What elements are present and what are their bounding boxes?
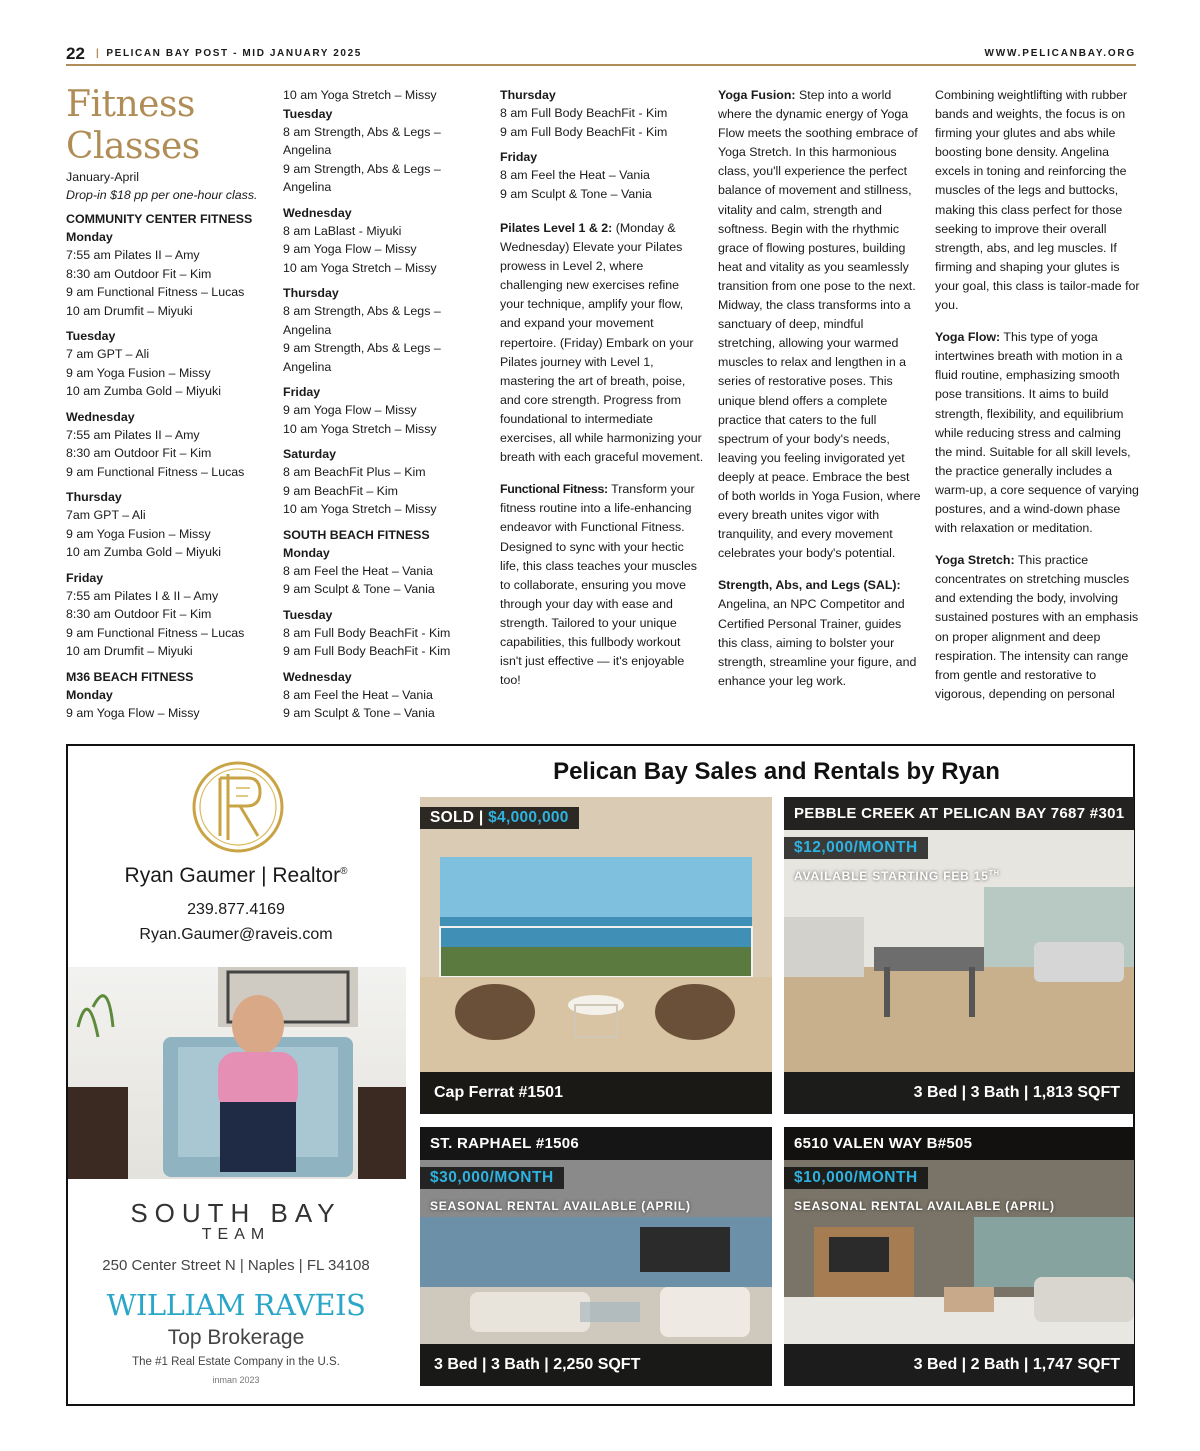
agent-name: Ryan Gaumer | Realtor® [124, 864, 348, 887]
yoga-fusion-description: Yoga Fusion: Step into a world where the dynamic energy of Yoga Flow meets the soothing embrace of Yoga Stretch. In this harmonious class, you'll experience the perfect balance of movement and stillness, vitality and calm, strength and softness. Begin with the rhythmic grace of flowing postures, building heat and vitality as you seamlessly transition from one pose to the next. Midway, the class transforms into a sanctuary of deep, mindful stretching, allowing your warmed muscles to relax and lengthen in a series of restorative poses. This unique blend offers a complete practice that caters to the full spectrum of your body's needs, leaving you feeling invigorated yet deeply at peace. Embrace the best of both worlds in Yoga Fusion, where every breath unites vigor with tranquility, and every movement celebrates your body's potential. [718, 88, 921, 561]
listing-footer: Cap Ferrat #1501 [420, 1072, 772, 1114]
schedule-day-block [66, 488, 271, 562]
agent-phone[interactable]: 239.877.4169 [187, 901, 285, 918]
listing-card[interactable] [420, 797, 772, 1114]
listing-name: ST. RAPHAEL #1506 [420, 1127, 772, 1160]
ad-title: Pelican Bay Sales and Rentals by Ryan [553, 758, 1000, 785]
agent-photo [68, 967, 406, 1179]
pilates-description: Pilates Level 1 & 2: (Monday & Wednesday) Elevate your Pilates prowess in Level 2, where challenging new exercises refine your technique, amplify your flow, and expand your movement repertoire. (Friday) Embark on your Pilates journey with Level 1, mastering the art of breath, poise, and core strength. Progress from foundational to intermediate exercises, all while harmonizing your breath with each graceful movement. [500, 221, 704, 465]
listing-availability: SEASONAL RENTAL AVAILABLE (APRIL) [430, 1199, 691, 1213]
class-item: 9 am Sculpt & Tone – Vania [283, 706, 435, 720]
class-item: 9 am Yoga Fusion – Missy [66, 365, 211, 380]
agent-photo-illustration [68, 967, 406, 1179]
team-name-line2: TEAM [201, 1226, 271, 1243]
column-3 [500, 86, 705, 703]
class-item: 9 am Functional Fitness – Lucas [66, 625, 245, 640]
schedule-day: Thursday [66, 490, 122, 504]
listing-price: $10,000/MONTH [784, 1167, 928, 1189]
class-item: 10 am Zumba Gold – Miyuki [66, 384, 221, 398]
listing-footer: 3 Bed | 3 Bath | 1,813 SQFT [784, 1072, 1134, 1114]
schedule-day-block [500, 148, 705, 203]
class-item: 9 am Full Body BeachFit - Kim [283, 644, 451, 658]
dropin-price: Drop-in $18 pp per one-hour class. [66, 188, 258, 202]
schedule-day-block [283, 284, 488, 376]
listing-price: $12,000/MONTH [784, 837, 928, 859]
schedule-day-block [283, 606, 488, 661]
listing-footer: 3 Bed | 2 Bath | 1,747 SQFT [784, 1344, 1134, 1386]
schedule-day-block [66, 408, 271, 482]
class-item: 10 am Yoga Stretch – Missy [283, 502, 437, 516]
column-5 [935, 86, 1140, 717]
title-line-1: Fitness [66, 84, 195, 125]
class-item: 10 am Zumba Gold – Miyuki [66, 545, 221, 559]
class-item: 8 am BeachFit Plus – Kim [283, 465, 426, 479]
class-item: 9 am Strength, Abs & Legs – Angelina [283, 161, 441, 194]
team-name-line1: SOUTH BAY [130, 1198, 342, 1228]
agent-email[interactable]: Ryan.Gaumer@raveis.com [139, 926, 333, 943]
schedule-day: Friday [500, 150, 538, 164]
brokerage-tagline: The #1 Real Estate Company in the U.S. [132, 1356, 340, 1368]
class-item: 8:30 am Outdoor Fit – Kim [66, 266, 212, 281]
class-item: 9 am Strength, Abs & Legs – Angelina [283, 341, 441, 374]
class-item: 9 am BeachFit – Kim [283, 483, 399, 498]
schedule-day: Monday [66, 687, 113, 702]
website-url[interactable]: WWW.PELICANBAY.ORG [984, 48, 1136, 59]
m36-heading: M36 BEACH FITNESS [66, 669, 194, 684]
class-item: 7:55 am Pilates II – Amy [66, 248, 200, 262]
class-item: 8:30 am Outdoor Fit – Kim [66, 607, 212, 621]
schedule-day-block [283, 668, 488, 723]
schedule-day-block [66, 569, 271, 661]
class-item: 7am GPT – Ali [66, 508, 146, 522]
class-item: 9 am Yoga Flow – Missy [283, 403, 417, 417]
publication-line: | PELICAN BAY POST - MID JANUARY 2025 [96, 48, 362, 59]
schedule-day-block [500, 86, 705, 141]
class-item: 9 am Yoga Flow – Missy [283, 242, 417, 256]
class-item: 9 am Sculpt & Tone – Vania [500, 186, 652, 201]
sal-continued: Combining weightlifting with rubber bands and weights, the focus is on firming your glutes and abs while boosting bone density. Angelina excels in toning and reinforcing the muscles of the legs and buttocks, making this class perfect for those seeking to improve their overall strength, abs, and leg muscles. If firming and shaping your glutes is your goal, this class is tailor-made for you. [935, 88, 1140, 313]
schedule-day: Friday [283, 385, 321, 399]
listing-card[interactable] [420, 1127, 772, 1386]
schedule-day: Tuesday [66, 329, 116, 343]
season: January-April [66, 170, 139, 184]
schedule-day: Thursday [283, 286, 339, 300]
column-4 [718, 86, 923, 704]
schedule-day-block [66, 327, 271, 401]
class-item: 9 am Yoga Flow – Missy [66, 705, 200, 720]
inman-award: inman 2023 [212, 1375, 260, 1385]
schedule-day-block [283, 204, 488, 278]
class-item: 7:55 am Pilates II – Amy [66, 427, 200, 442]
top-brokerage: Top Brokerage [167, 1326, 305, 1349]
listing-card[interactable] [784, 1127, 1134, 1386]
class-item: 10 am Drumfit – Miyuki [66, 644, 193, 658]
balcony-ocean-photo [420, 797, 772, 1114]
yoga-stretch-description: Yoga Stretch: This practice concentrates on stretching muscles and extending the body, involving sustained postures with an emphasis on proper alignment and deep respiration. The intensity can range from gentle and restorative to vigorous, depending on personal [935, 553, 1139, 701]
class-item: 8 am Full Body BeachFit - Kim [500, 106, 668, 120]
class-item: 8 am Strength, Abs & Legs – Angelina [283, 304, 441, 337]
class-item: 9 am Yoga Fusion – Missy [66, 526, 211, 541]
schedule-day: Wednesday [66, 409, 135, 424]
schedule-day-block [66, 686, 271, 723]
class-item: 8 am Full Body BeachFit - Kim [283, 625, 451, 640]
schedule-day: Wednesday [283, 205, 352, 220]
brokerage-logo: WILLIAM RAVEIS [106, 1288, 366, 1322]
schedule-day-block [66, 228, 271, 320]
schedule-day: Wednesday [283, 669, 352, 684]
section-title [66, 84, 271, 168]
sold-tag: SOLD | $4,000,000 [420, 807, 579, 829]
class-item: 10 am Yoga Stretch – Missy [283, 421, 437, 436]
schedule-day-block [283, 383, 488, 438]
schedule-day-block [283, 445, 488, 519]
sal-description: Strength, Abs, and Legs (SAL): Angelina, an NPC Competitor and Certified Personal Trainer, guides this class, aiming to bolster your strength, streamline your figure, and enhance your leg work. [718, 578, 917, 688]
office-address: 250 Center Street N | Naples | FL 34108 [102, 1257, 370, 1274]
class-item: 9 am Sculpt & Tone – Vania [283, 582, 435, 596]
schedule-day: Friday [66, 570, 104, 585]
listing-footer: 3 Bed | 3 Bath | 2,250 SQFT [420, 1344, 772, 1386]
class-item: 7:55 am Pilates I & II – Amy [66, 588, 219, 603]
yoga-flow-description: Yoga Flow: This type of yoga intertwines breath with motion in a fluid routine, emphasizing smooth pose transitions. It aims to build strength, flexibility, and equilibrium while reducing stress and calming the mind. Suitable for all skill levels, the practice generally includes a warm-up, a core sequence of varying postures, and a wind-down phase with relaxation or meditation. [935, 330, 1139, 536]
page-number: 22 [66, 44, 85, 63]
class-item: 7 am GPT – Ali [66, 347, 150, 361]
schedule-day: Tuesday [283, 607, 333, 622]
community-center-heading: COMMUNITY CENTER FITNESS [66, 212, 253, 226]
schedule-day: Monday [66, 230, 113, 244]
column-2 [283, 86, 488, 723]
class-item: 8:30 am Outdoor Fit – Kim [66, 446, 212, 460]
functional-fitness-description: Functional Fitness: Transform your fitness routine into a life-enhancing endeavor with Functional Fitness. Designed to sync with your hectic life, this class teaches your muscles to collaborate, ensuring you move through your day with ease and strength. Tailored to your unique capabilities, this fullbody workout isn't just effective — it's enjoyable too! [500, 482, 697, 688]
south-beach-heading: SOUTH BEACH FITNESS [283, 527, 430, 542]
class-item: 8 am Strength, Abs & Legs – Angelina [283, 124, 441, 157]
schedule-day-block [283, 544, 488, 599]
schedule-day: Tuesday [283, 106, 333, 121]
class-item: 8 am Feel the Heat – Vania [500, 168, 650, 182]
class-item: 10 am Yoga Stretch – Missy [283, 88, 437, 102]
schedule-day: Thursday [500, 88, 556, 102]
column-1 [66, 84, 271, 722]
publication-name: PELICAN BAY POST - MID JANUARY 2025 [106, 48, 362, 59]
class-item: 8 am Feel the Heat – Vania [283, 563, 433, 578]
class-item: 8 am Feel the Heat – Vania [283, 687, 433, 702]
class-item: 8 am LaBlast - Miyuki [283, 223, 402, 238]
schedule-day-block [283, 105, 488, 197]
listing-availability: SEASONAL RENTAL AVAILABLE (APRIL) [794, 1199, 1055, 1213]
schedule-day: Saturday [283, 447, 337, 461]
title-line-2: Classes [66, 126, 200, 167]
rg-monogram-logo-icon [188, 758, 288, 856]
class-item: 9 am Full Body BeachFit - Kim [500, 124, 668, 139]
listing-name: PEBBLE CREEK AT PELICAN BAY 7687 #301 [784, 797, 1134, 830]
class-item: 9 am Functional Fitness – Lucas [66, 285, 245, 299]
class-item: 10 am Yoga Stretch – Missy [283, 260, 437, 275]
listing-card[interactable] [784, 797, 1134, 1114]
page-header [66, 44, 1136, 66]
listing-name: 6510 VALEN WAY B#505 [784, 1127, 1134, 1160]
listing-availability: AVAILABLE STARTING FEB 15TH [794, 869, 1000, 883]
class-item: 10 am Drumfit – Miyuki [66, 303, 193, 318]
class-item: 9 am Functional Fitness – Lucas [66, 464, 245, 479]
schedule-day: Monday [283, 545, 330, 560]
listing-price: $30,000/MONTH [420, 1167, 564, 1189]
